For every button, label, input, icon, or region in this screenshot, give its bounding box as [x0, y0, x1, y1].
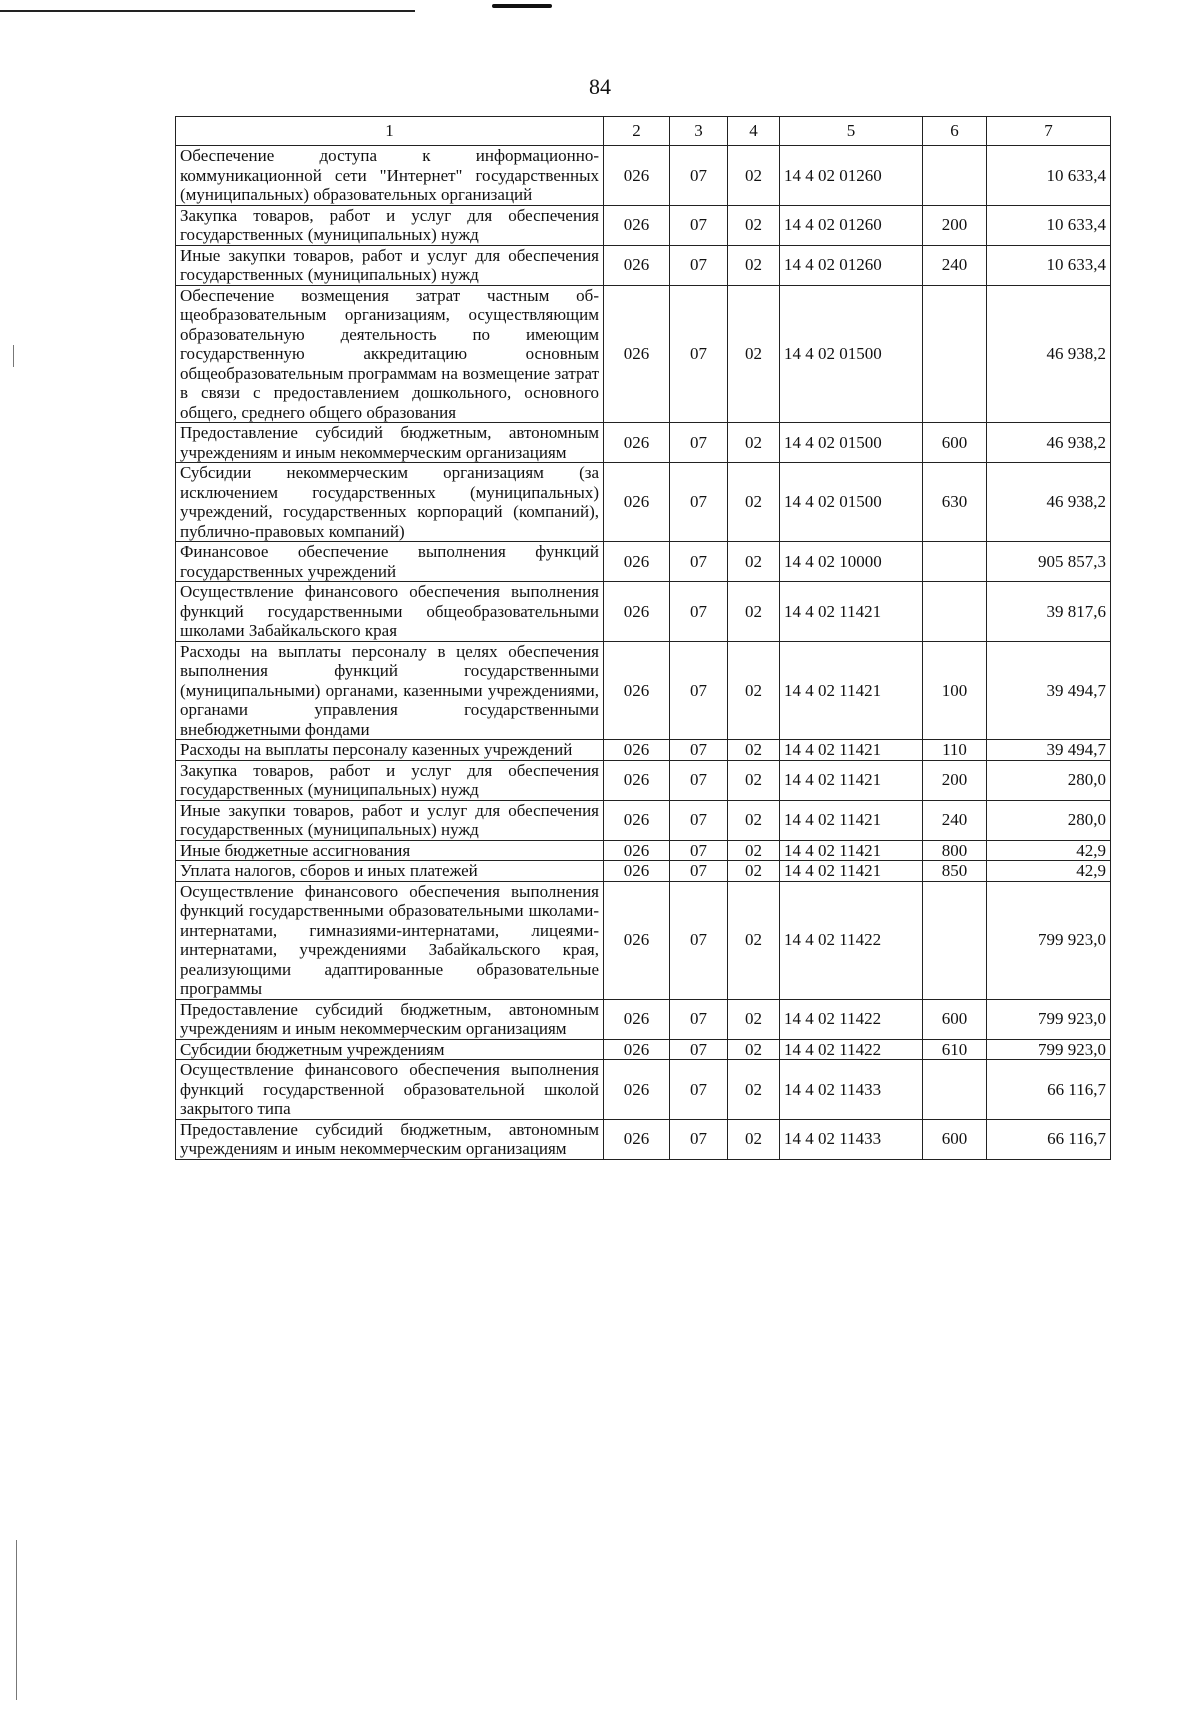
row-section: 07: [670, 999, 728, 1039]
row-subsection: 02: [728, 1060, 780, 1120]
row-name: Обеспечение доступа к информационно-коммуникационной сети "Интернет" государственных (муниципальных) образовательных организаций: [176, 146, 604, 206]
row-target-article: 14 4 02 11421: [780, 641, 923, 740]
row-section: 07: [670, 285, 728, 423]
table-row: [176, 463, 1111, 542]
row-target-article: 14 4 02 01260: [780, 205, 923, 245]
row-name: Закупка товаров, работ и услуг для обеспечения государственных (муниципальных) нужд: [176, 205, 604, 245]
table-row: [176, 542, 1111, 582]
row-subsection: 02: [728, 641, 780, 740]
row-amount: 280,0: [987, 760, 1111, 800]
row-section: 07: [670, 423, 728, 463]
row-amount: 799 923,0: [987, 881, 1111, 999]
row-admin-code: 026: [604, 641, 670, 740]
table-row: [176, 245, 1111, 285]
row-expense-type: 630: [923, 463, 987, 542]
row-name: Предоставление субсидий бюджетным, автономным учреждениям и иным некоммерческим организациям: [176, 1119, 604, 1159]
row-amount: 280,0: [987, 800, 1111, 840]
row-name: Иные закупки товаров, работ и услуг для обеспечения государственных (муниципальных) нужд: [176, 245, 604, 285]
row-target-article: 14 4 02 01500: [780, 463, 923, 542]
row-expense-type: 600: [923, 1119, 987, 1159]
table-row: [176, 285, 1111, 423]
row-amount: 799 923,0: [987, 999, 1111, 1039]
row-section: 07: [670, 542, 728, 582]
table-row: [176, 146, 1111, 206]
row-expense-type: [923, 542, 987, 582]
row-amount: 10 633,4: [987, 146, 1111, 206]
row-admin-code: 026: [604, 740, 670, 761]
row-target-article: 14 4 02 11422: [780, 1039, 923, 1060]
row-admin-code: 026: [604, 582, 670, 642]
row-target-article: 14 4 02 11421: [780, 861, 923, 882]
margin-line: [13, 345, 14, 367]
header-col-3: 3: [670, 117, 728, 146]
row-name: Предоставление субсидий бюджетным, автономным учреждениям и иным некоммерческим организациям: [176, 999, 604, 1039]
row-expense-type: 110: [923, 740, 987, 761]
row-admin-code: 026: [604, 1039, 670, 1060]
row-subsection: 02: [728, 999, 780, 1039]
row-name: Иные бюджетные ассигнования: [176, 840, 604, 861]
row-name: Субсидии бюджетным учреждениям: [176, 1039, 604, 1060]
table-body: [176, 146, 1111, 1160]
row-expense-type: [923, 146, 987, 206]
row-amount: 799 923,0: [987, 1039, 1111, 1060]
row-subsection: 02: [728, 423, 780, 463]
table-row: [176, 881, 1111, 999]
margin-line: [16, 1540, 17, 1700]
row-subsection: 02: [728, 463, 780, 542]
row-section: 07: [670, 146, 728, 206]
row-expense-type: [923, 1060, 987, 1120]
row-section: 07: [670, 861, 728, 882]
table-row: [176, 423, 1111, 463]
table-header: [176, 117, 1111, 146]
row-target-article: 14 4 02 11421: [780, 760, 923, 800]
page-number: 84: [589, 74, 611, 99]
row-subsection: 02: [728, 1119, 780, 1159]
row-admin-code: 026: [604, 245, 670, 285]
row-subsection: 02: [728, 800, 780, 840]
row-target-article: 14 4 02 01260: [780, 146, 923, 206]
row-target-article: 14 4 02 01500: [780, 423, 923, 463]
row-section: 07: [670, 1119, 728, 1159]
row-expense-type: [923, 582, 987, 642]
header-col-5: 5: [780, 117, 923, 146]
table-row: [176, 800, 1111, 840]
row-amount: 39 817,6: [987, 582, 1111, 642]
row-target-article: 14 4 02 11433: [780, 1060, 923, 1120]
row-admin-code: 026: [604, 542, 670, 582]
row-expense-type: 100: [923, 641, 987, 740]
row-subsection: 02: [728, 146, 780, 206]
row-subsection: 02: [728, 840, 780, 861]
row-name: Расходы на выплаты персоналу казенных учреждений: [176, 740, 604, 761]
row-target-article: 14 4 02 11422: [780, 999, 923, 1039]
row-section: 07: [670, 840, 728, 861]
row-amount: 10 633,4: [987, 245, 1111, 285]
row-admin-code: 026: [604, 205, 670, 245]
table-row: [176, 1060, 1111, 1120]
table-row: [176, 840, 1111, 861]
budget-table: [175, 116, 1111, 1160]
row-target-article: 14 4 02 11421: [780, 582, 923, 642]
table-row: [176, 861, 1111, 882]
table-row: [176, 1119, 1111, 1159]
row-section: 07: [670, 582, 728, 642]
row-name: Субсидии некоммерческим организациям (за исключением государственных (муниципальных) учреждений, государственных корпораций (компаний), публично-правовых компаний): [176, 463, 604, 542]
row-admin-code: 026: [604, 840, 670, 861]
row-admin-code: 026: [604, 861, 670, 882]
row-amount: 46 938,2: [987, 463, 1111, 542]
row-expense-type: [923, 285, 987, 423]
row-expense-type: 600: [923, 999, 987, 1039]
row-expense-type: [923, 881, 987, 999]
row-admin-code: 026: [604, 760, 670, 800]
row-subsection: 02: [728, 245, 780, 285]
top-mark: [492, 4, 552, 8]
header-col-1: 1: [176, 117, 604, 146]
row-subsection: 02: [728, 1039, 780, 1060]
row-section: 07: [670, 641, 728, 740]
table-row: [176, 999, 1111, 1039]
row-admin-code: 026: [604, 1119, 670, 1159]
row-admin-code: 026: [604, 285, 670, 423]
row-expense-type: 200: [923, 760, 987, 800]
row-admin-code: 026: [604, 146, 670, 206]
row-expense-type: 240: [923, 800, 987, 840]
row-admin-code: 026: [604, 463, 670, 542]
row-admin-code: 026: [604, 881, 670, 999]
row-name: Осуществление финансового обеспечения выполнения функций государственными образовательными школами-интернатами, гимназиями-интернатами, лицеями-интернатами, учреждениями Забайкальского края, реализующими адаптированные образовательные программы: [176, 881, 604, 999]
row-admin-code: 026: [604, 1060, 670, 1120]
table-row: [176, 760, 1111, 800]
header-col-4: 4: [728, 117, 780, 146]
row-target-article: 14 4 02 11433: [780, 1119, 923, 1159]
row-section: 07: [670, 463, 728, 542]
row-name: Финансовое обеспечение выполнения функций государственных учреждений: [176, 542, 604, 582]
row-target-article: 14 4 02 11421: [780, 740, 923, 761]
row-name: Закупка товаров, работ и услуг для обеспечения государственных (муниципальных) нужд: [176, 760, 604, 800]
row-amount: 42,9: [987, 840, 1111, 861]
table-row: [176, 740, 1111, 761]
row-expense-type: 800: [923, 840, 987, 861]
row-admin-code: 026: [604, 423, 670, 463]
row-amount: 39 494,7: [987, 740, 1111, 761]
row-section: 07: [670, 760, 728, 800]
row-subsection: 02: [728, 740, 780, 761]
row-subsection: 02: [728, 205, 780, 245]
row-target-article: 14 4 02 11421: [780, 840, 923, 861]
row-subsection: 02: [728, 861, 780, 882]
table-row: [176, 1039, 1111, 1060]
row-section: 07: [670, 800, 728, 840]
row-section: 07: [670, 881, 728, 999]
header-col-2: 2: [604, 117, 670, 146]
row-section: 07: [670, 1060, 728, 1120]
row-name: Расходы на выплаты персоналу в целях обеспечения выполнения функций государственными (муниципальными) органами, казенными учреждениями, органами управления государственными внебюджетными фондами: [176, 641, 604, 740]
row-amount: 905 857,3: [987, 542, 1111, 582]
row-section: 07: [670, 205, 728, 245]
row-name: Иные закупки товаров, работ и услуг для обеспечения государственных (муниципальных) нужд: [176, 800, 604, 840]
table-row: [176, 582, 1111, 642]
row-subsection: 02: [728, 881, 780, 999]
row-amount: 66 116,7: [987, 1060, 1111, 1120]
row-subsection: 02: [728, 760, 780, 800]
row-amount: 42,9: [987, 861, 1111, 882]
row-expense-type: 200: [923, 205, 987, 245]
row-section: 07: [670, 1039, 728, 1060]
row-name: Осуществление финансового обеспечения выполнения функций государственными общеобразовательными школами Забайкальского края: [176, 582, 604, 642]
row-subsection: 02: [728, 285, 780, 423]
row-name: Предоставление субсидий бюджетным, автономным учреждениям и иным некоммерческим организациям: [176, 423, 604, 463]
row-target-article: 14 4 02 10000: [780, 542, 923, 582]
row-amount: 46 938,2: [987, 285, 1111, 423]
row-expense-type: 600: [923, 423, 987, 463]
row-target-article: 14 4 02 11421: [780, 800, 923, 840]
table-row: [176, 641, 1111, 740]
row-expense-type: 240: [923, 245, 987, 285]
row-subsection: 02: [728, 582, 780, 642]
row-name: Уплата налогов, сборов и иных платежей: [176, 861, 604, 882]
row-name: Обеспечение возмещения затрат частным общеобразовательным организациям, осуществляющим образовательную деятельность по имеющим государственную аккредитацию основным общеобразовательным программам на возмещение затрат в связи с предоставлением дошкольного, основного общего, среднего общего образования: [176, 285, 604, 423]
table-row: [176, 205, 1111, 245]
row-section: 07: [670, 245, 728, 285]
row-amount: 10 633,4: [987, 205, 1111, 245]
row-admin-code: 026: [604, 999, 670, 1039]
header-col-6: 6: [923, 117, 987, 146]
row-amount: 39 494,7: [987, 641, 1111, 740]
row-subsection: 02: [728, 542, 780, 582]
row-admin-code: 026: [604, 800, 670, 840]
row-section: 07: [670, 740, 728, 761]
row-expense-type: 850: [923, 861, 987, 882]
header-col-7: 7: [987, 117, 1111, 146]
row-name: Осуществление финансового обеспечения выполнения функций государственной образовательной школой закрытого типа: [176, 1060, 604, 1120]
row-amount: 46 938,2: [987, 423, 1111, 463]
row-expense-type: 610: [923, 1039, 987, 1060]
header-row: [176, 117, 1111, 146]
row-amount: 66 116,7: [987, 1119, 1111, 1159]
top-rule: [0, 10, 415, 12]
row-target-article: 14 4 02 01260: [780, 245, 923, 285]
row-target-article: 14 4 02 01500: [780, 285, 923, 423]
row-target-article: 14 4 02 11422: [780, 881, 923, 999]
